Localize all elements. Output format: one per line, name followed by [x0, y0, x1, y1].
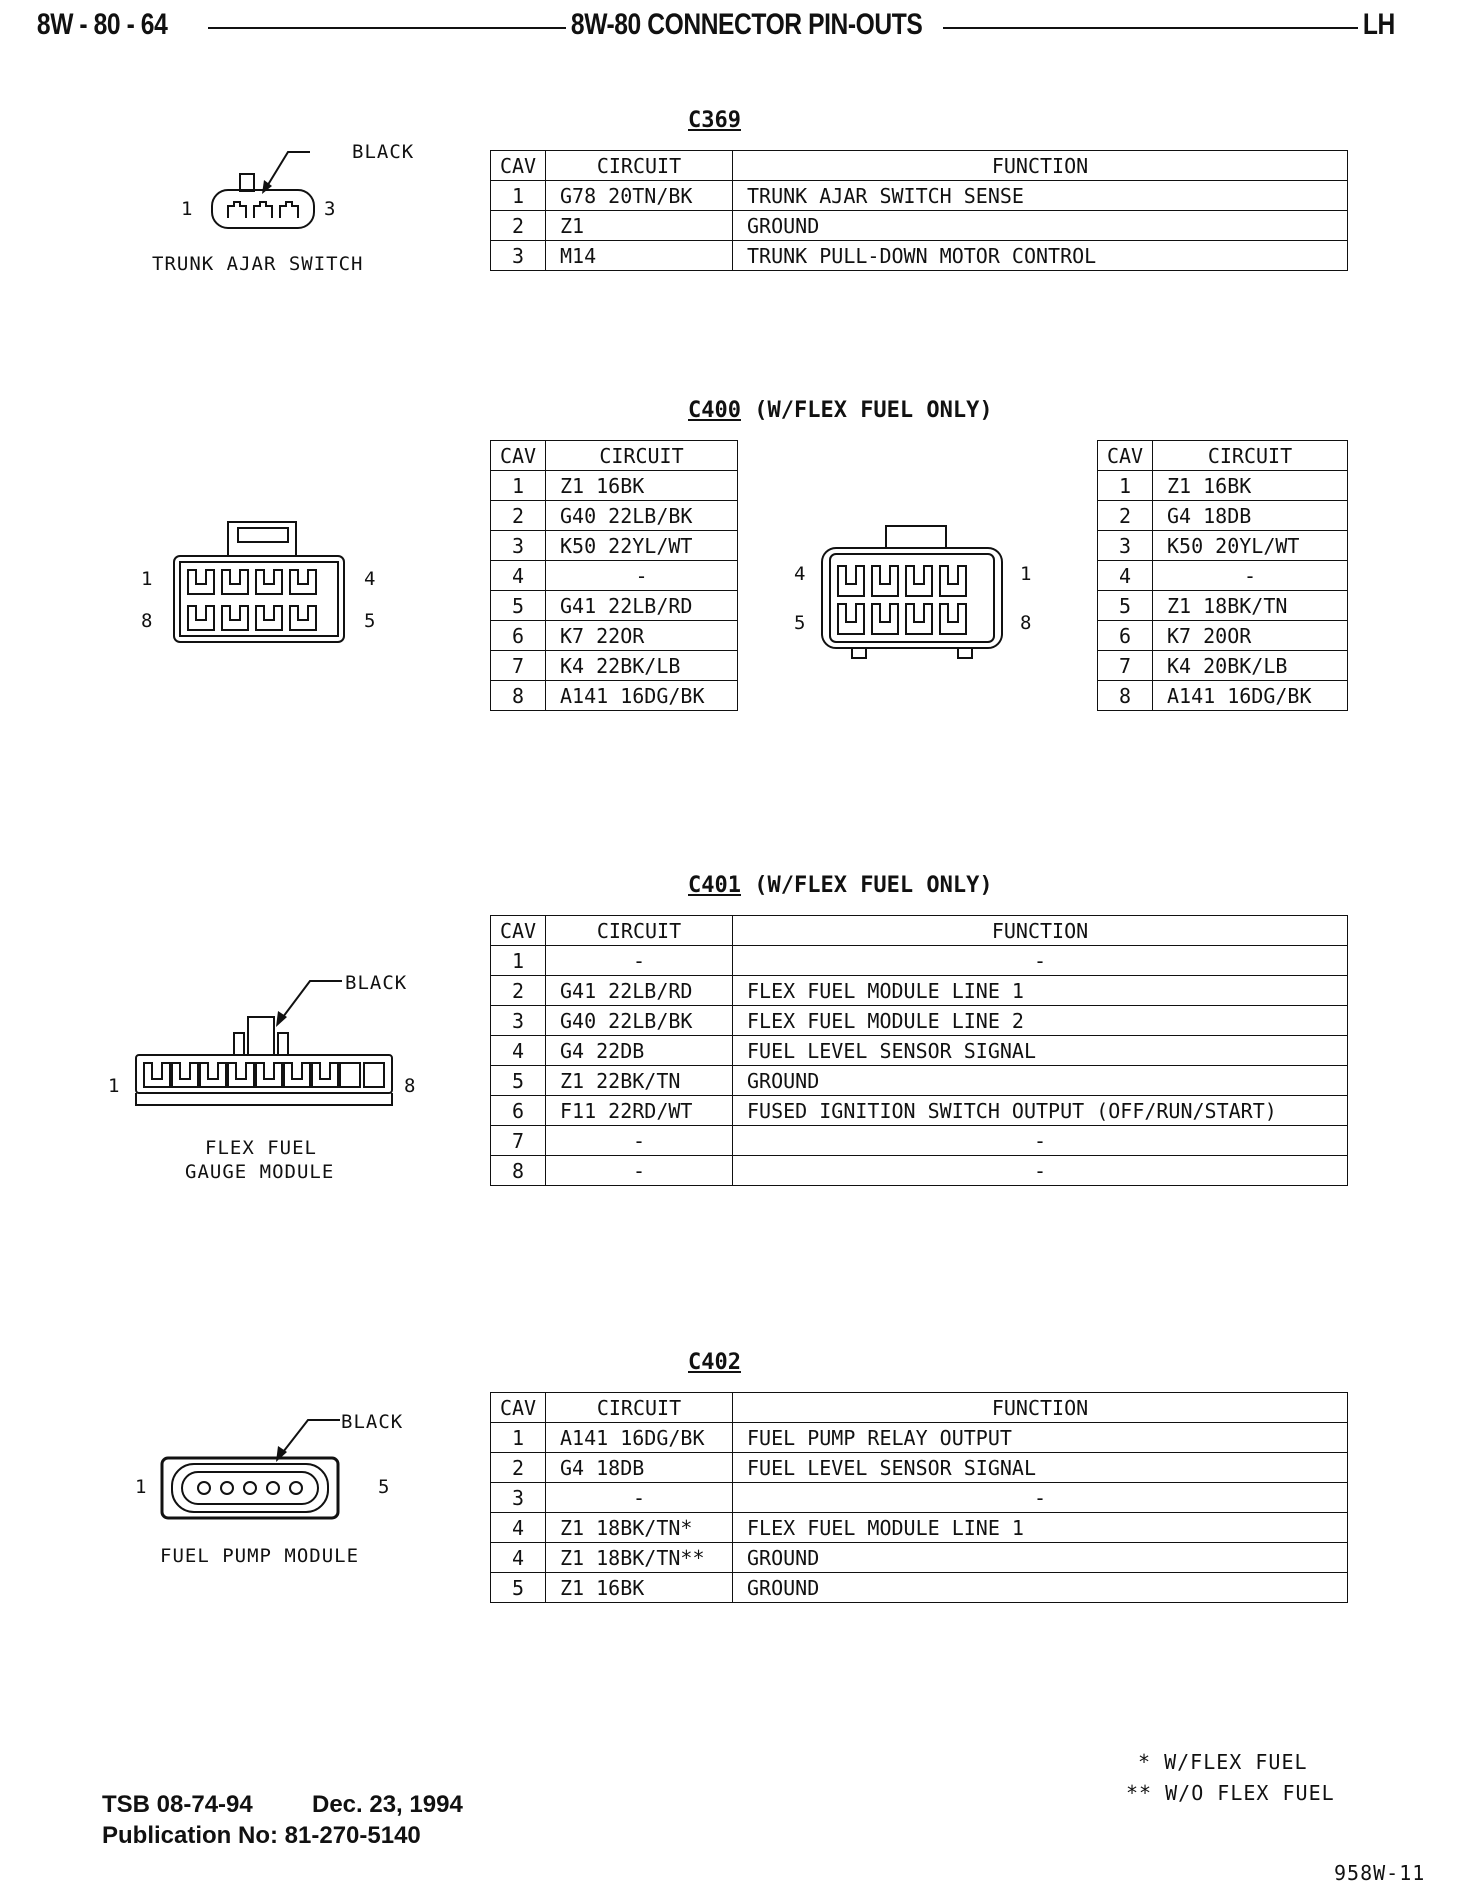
cell-cav: 8: [491, 1156, 546, 1186]
cell-cav: 1: [491, 181, 546, 211]
connector-label-line-2: GAUGE MODULE: [185, 1161, 335, 1183]
cell-function: FUSED IGNITION SWITCH OUTPUT (OFF/RUN/START): [733, 1096, 1348, 1126]
connector-label-line-1: FLEX FUEL: [205, 1137, 317, 1159]
cell-cav: 4: [491, 1036, 546, 1066]
table-row: [491, 1036, 1348, 1066]
table-row: [491, 531, 738, 561]
table-header-row: [491, 916, 1348, 946]
table-row: [1098, 471, 1348, 501]
cell-circuit: Z1 18BK/TN*: [546, 1513, 733, 1543]
table-row: [1098, 501, 1348, 531]
page-number: 8W - 80 - 64: [32, 8, 172, 42]
cell-cav: 3: [491, 241, 546, 271]
cell-circuit: G40 22LB/BK: [546, 501, 738, 531]
cell-cav: 1: [1098, 471, 1153, 501]
table-row: [491, 1423, 1348, 1453]
cell-function: -: [733, 1483, 1348, 1513]
cell-function: -: [733, 1126, 1348, 1156]
col-header-function: FUNCTION: [733, 916, 1348, 946]
col-header-function: FUNCTION: [733, 151, 1348, 181]
connector-label-c402: FUEL PUMP MODULE: [160, 1545, 360, 1567]
connector-title-c369: C369: [688, 108, 741, 133]
table-row: [491, 681, 738, 711]
cell-function: -: [733, 1156, 1348, 1186]
col-header-cav: CAV: [491, 151, 546, 181]
table-row: [491, 1543, 1348, 1573]
cell-cav: 2: [491, 976, 546, 1006]
cell-circuit: Z1 16BK: [1153, 471, 1348, 501]
cell-function: FUEL LEVEL SENSOR SIGNAL: [733, 1036, 1348, 1066]
table-row: [491, 621, 738, 651]
table-row: [1098, 651, 1348, 681]
cell-cav: 4: [491, 1543, 546, 1573]
col-header-cav: CAV: [491, 441, 546, 471]
cell-circuit: K7 22OR: [546, 621, 738, 651]
cell-cav: 3: [491, 1483, 546, 1513]
cell-circuit: -: [546, 561, 738, 591]
table-row: [491, 501, 738, 531]
col-header-cav: CAV: [1098, 441, 1153, 471]
table-row: [491, 181, 1348, 211]
cell-cav: 7: [491, 1126, 546, 1156]
table-row: [491, 946, 1348, 976]
cell-circuit: K7 20OR: [1153, 621, 1348, 651]
cell-function: TRUNK AJAR SWITCH SENSE: [733, 181, 1348, 211]
cell-cav: 2: [1098, 501, 1153, 531]
cell-cav: 2: [491, 1453, 546, 1483]
cell-circuit: G4 22DB: [546, 1036, 733, 1066]
cell-function: FLEX FUEL MODULE LINE 2: [733, 1006, 1348, 1036]
cell-cav: 8: [491, 681, 546, 711]
cell-circuit: -: [546, 1156, 733, 1186]
footnote-without-flex-fuel: ** W/O FLEX FUEL: [1126, 1781, 1335, 1805]
color-label-c402: BLACK: [341, 1411, 404, 1433]
pin-label-8: 8: [1020, 612, 1032, 634]
cell-cav: 5: [1098, 591, 1153, 621]
col-header-cav: CAV: [491, 1393, 546, 1423]
cell-circuit: K50 22YL/WT: [546, 531, 738, 561]
cell-function: FLEX FUEL MODULE LINE 1: [733, 1513, 1348, 1543]
connector-label-c369: TRUNK AJAR SWITCH: [152, 253, 364, 275]
cell-function: -: [733, 946, 1348, 976]
pin-label-1: 1: [181, 198, 193, 220]
cell-cav: 3: [1098, 531, 1153, 561]
cell-function: FUEL LEVEL SENSOR SIGNAL: [733, 1453, 1348, 1483]
cell-cav: 6: [1098, 621, 1153, 651]
table-row: [491, 1156, 1348, 1186]
pin-label-3: 3: [324, 198, 336, 220]
header-rule-left: [208, 27, 568, 29]
table-row: [491, 211, 1348, 241]
figure-id: 958W-11: [1334, 1861, 1426, 1885]
footer-date: Dec. 23, 1994: [312, 1791, 463, 1818]
cell-circuit: F11 22RD/WT: [546, 1096, 733, 1126]
pin-label-4: 4: [794, 563, 806, 585]
table-row: [1098, 681, 1348, 711]
pinout-table-c369: [490, 150, 1348, 271]
cell-cav: 2: [491, 501, 546, 531]
cell-function: GROUND: [733, 1543, 1348, 1573]
col-header-cav: CAV: [491, 916, 546, 946]
cell-circuit: G4 18DB: [1153, 501, 1348, 531]
pin-label-5: 5: [364, 610, 376, 632]
col-header-function: FUNCTION: [733, 1393, 1348, 1423]
connector-title-c401: C401 (W/FLEX FUEL ONLY): [688, 873, 993, 898]
cell-circuit: G41 22LB/RD: [546, 591, 738, 621]
c400-right-connector-diagram: [812, 518, 1012, 668]
cell-circuit: -: [1153, 561, 1348, 591]
col-header-circuit: CIRCUIT: [1153, 441, 1348, 471]
pin-label-1: 1: [1020, 563, 1032, 585]
header-rule-right: [943, 27, 1373, 29]
cell-cav: 7: [1098, 651, 1153, 681]
table-header-row: [491, 151, 1348, 181]
table-row: [491, 976, 1348, 1006]
cell-function: GROUND: [733, 211, 1348, 241]
col-header-circuit: CIRCUIT: [546, 441, 738, 471]
cell-cav: 4: [491, 1513, 546, 1543]
table-row: [1098, 621, 1348, 651]
table-header-row: [1098, 441, 1348, 471]
cell-circuit: Z1 18BK/TN**: [546, 1543, 733, 1573]
table-header-row: [491, 1393, 1348, 1423]
trunk-ajar-switch-connector-diagram: [170, 148, 350, 248]
cell-circuit: Z1 18BK/TN: [1153, 591, 1348, 621]
cell-circuit: -: [546, 1483, 733, 1513]
cell-cav: 5: [491, 591, 546, 621]
cell-circuit: K4 20BK/LB: [1153, 651, 1348, 681]
table-row: [491, 1006, 1348, 1036]
table-row: [491, 651, 738, 681]
cell-circuit: A141 16DG/BK: [1153, 681, 1348, 711]
cell-cav: 4: [491, 561, 546, 591]
cell-circuit: K50 20YL/WT: [1153, 531, 1348, 561]
table-row: [491, 1096, 1348, 1126]
cell-cav: 3: [491, 1006, 546, 1036]
cell-function: FUEL PUMP RELAY OUTPUT: [733, 1423, 1348, 1453]
pinout-table-c401: [490, 915, 1348, 1186]
page-title: 8W-80 CONNECTOR PIN-OUTS: [566, 8, 927, 42]
cell-cav: 8: [1098, 681, 1153, 711]
color-label-c369: BLACK: [352, 141, 415, 163]
cell-cav: 5: [491, 1573, 546, 1603]
cell-circuit: -: [546, 946, 733, 976]
table-row: [1098, 561, 1348, 591]
page-header: [38, 8, 1408, 48]
footer-publication: Publication No: 81-270-5140: [102, 1822, 421, 1849]
col-header-circuit: CIRCUIT: [546, 151, 733, 181]
table-row: [491, 471, 738, 501]
connector-title-c400: C400 (W/FLEX FUEL ONLY): [688, 398, 993, 423]
pin-label-1: 1: [108, 1075, 120, 1097]
col-header-circuit: CIRCUIT: [546, 916, 733, 946]
cell-circuit: Z1 16BK: [546, 471, 738, 501]
connector-title-c402: C402: [688, 1350, 741, 1375]
pin-label-5: 5: [378, 1476, 390, 1498]
cell-circuit: Z1 16BK: [546, 1573, 733, 1603]
cell-circuit: G4 18DB: [546, 1453, 733, 1483]
table-row: [491, 1513, 1348, 1543]
pin-label-5: 5: [794, 612, 806, 634]
table-row: [491, 1066, 1348, 1096]
cell-function: GROUND: [733, 1066, 1348, 1096]
cell-circuit: -: [546, 1126, 733, 1156]
cell-cav: 1: [491, 471, 546, 501]
pinout-table-c402: [490, 1392, 1348, 1603]
cell-function: FLEX FUEL MODULE LINE 1: [733, 976, 1348, 1006]
table-row: [491, 1453, 1348, 1483]
cell-cav: 6: [491, 1096, 546, 1126]
pin-label-4: 4: [364, 568, 376, 590]
table-row: [1098, 531, 1348, 561]
color-label-c401: BLACK: [345, 972, 408, 994]
table-row: [491, 241, 1348, 271]
cell-function: GROUND: [733, 1573, 1348, 1603]
cell-circuit: G78 20TN/BK: [546, 181, 733, 211]
cell-circuit: M14: [546, 241, 733, 271]
cell-circuit: Z1 22BK/TN: [546, 1066, 733, 1096]
table-row: [491, 1483, 1348, 1513]
page-side: LH: [1358, 8, 1400, 42]
pin-label-1: 1: [141, 568, 153, 590]
cell-cav: 6: [491, 621, 546, 651]
table-row: [491, 1573, 1348, 1603]
footer-tsb: TSB 08-74-94: [102, 1791, 253, 1818]
cell-circuit: A141 16DG/BK: [546, 1423, 733, 1453]
footnote-with-flex-fuel: * W/FLEX FUEL: [1138, 1750, 1308, 1774]
table-row: [491, 561, 738, 591]
col-header-circuit: CIRCUIT: [546, 1393, 733, 1423]
cell-cav: 5: [491, 1066, 546, 1096]
table-row: [1098, 591, 1348, 621]
c400-left-connector-diagram: [160, 510, 360, 650]
cell-circuit: A141 16DG/BK: [546, 681, 738, 711]
table-row: [491, 1126, 1348, 1156]
cell-cav: 2: [491, 211, 546, 241]
cell-circuit: G40 22LB/BK: [546, 1006, 733, 1036]
pin-label-8: 8: [404, 1075, 416, 1097]
cell-cav: 7: [491, 651, 546, 681]
pin-label-1: 1: [135, 1476, 147, 1498]
cell-function: TRUNK PULL-DOWN MOTOR CONTROL: [733, 241, 1348, 271]
cell-circuit: G41 22LB/RD: [546, 976, 733, 1006]
table-row: [491, 591, 738, 621]
pinout-table-c400-left: [490, 440, 738, 711]
cell-circuit: Z1: [546, 211, 733, 241]
cell-cav: 4: [1098, 561, 1153, 591]
pin-label-8: 8: [141, 610, 153, 632]
cell-cav: 3: [491, 531, 546, 561]
cell-cav: 1: [491, 946, 546, 976]
pinout-table-c400-right: [1097, 440, 1348, 711]
cell-circuit: K4 22BK/LB: [546, 651, 738, 681]
cell-cav: 1: [491, 1423, 546, 1453]
table-header-row: [491, 441, 738, 471]
